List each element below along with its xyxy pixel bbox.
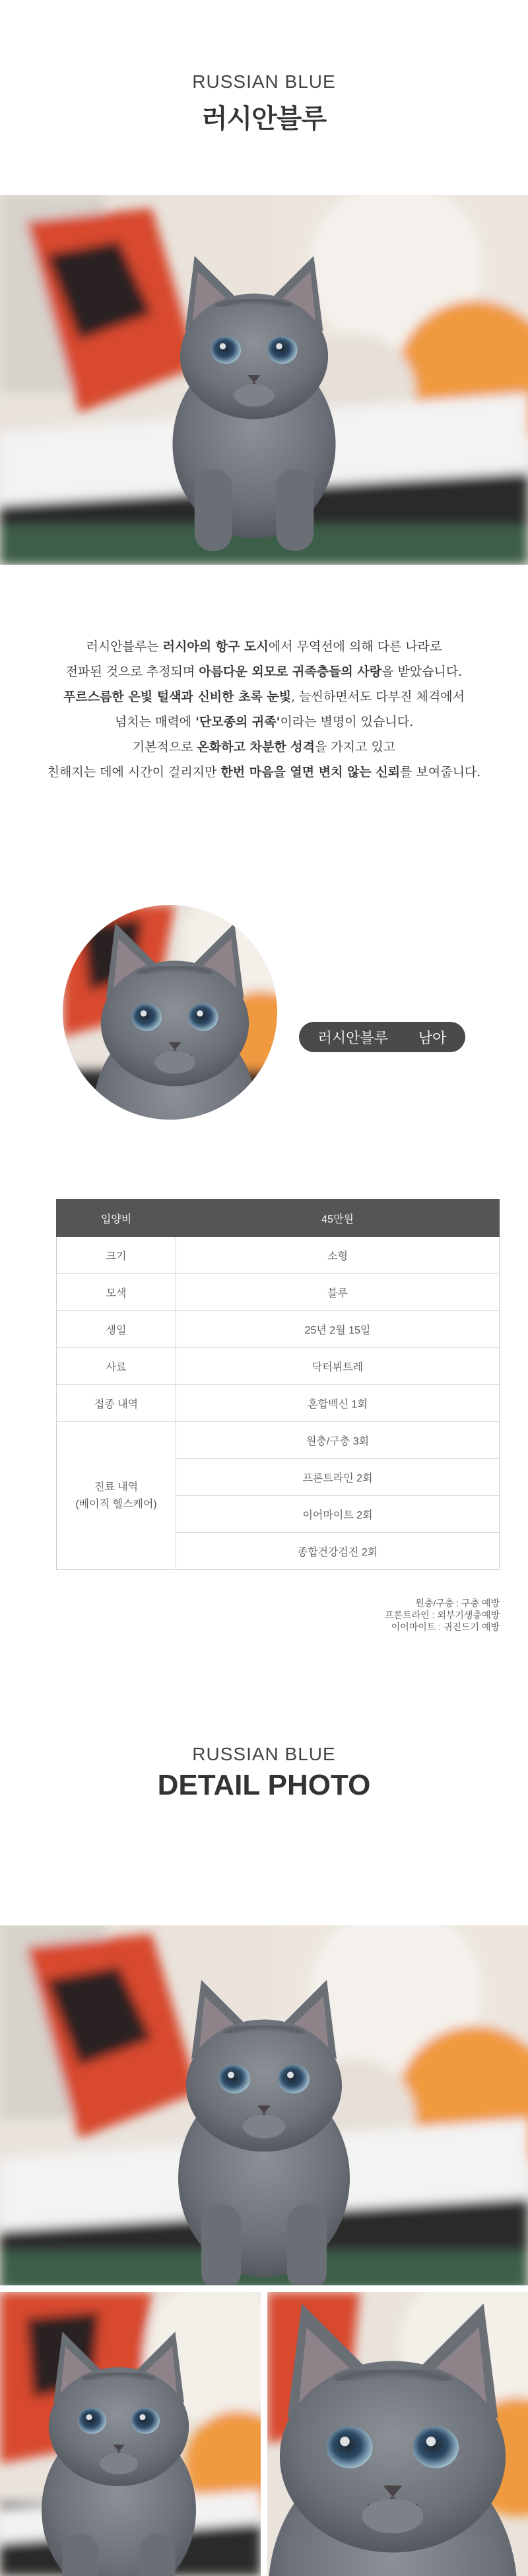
profile-breed: 러시안블루 [317, 1029, 388, 1046]
description-text: 기본적으로 [132, 740, 197, 754]
info-value: 혼합백신 1회 [176, 1385, 500, 1422]
care-row [57, 1422, 500, 1459]
info-label: 크기 [57, 1237, 176, 1274]
description-line [0, 684, 528, 709]
care-notes [236, 1597, 500, 1633]
description-text: 에서 무역선에 의해 다른 나라로 [268, 639, 442, 654]
breed-name-ko: 러시안블루 [201, 104, 327, 133]
description-highlight: 러시아의 항구 도시 [162, 639, 269, 654]
description-text: 를 보여줍니다. [400, 765, 481, 779]
description-line [0, 709, 528, 734]
description-text: 친해지는 데에 시간이 걸리지만 [47, 765, 221, 779]
info-row [57, 1311, 500, 1348]
care-note: 프론트라인 : 외부기생충예방 [385, 1610, 500, 1620]
care-label-sub: (베이직 헬스케어) [75, 1498, 157, 1510]
info-row [57, 1348, 500, 1385]
detail-breed-en: RUSSIAN BLUE [192, 1744, 336, 1764]
profile-sex: 남아 [418, 1029, 447, 1046]
price-row [57, 1199, 500, 1237]
description-highlight: 아름다운 외모로 귀족층들의 사랑 [199, 664, 382, 679]
description-highlight: 푸르스름한 은빛 털색과 신비한 초록 눈빛 [63, 690, 292, 704]
breed-description [0, 634, 528, 785]
breed-name-en: RUSSIAN BLUE [192, 71, 336, 92]
info-row [57, 1274, 500, 1311]
care-item: 이어마이트 2회 [176, 1496, 500, 1533]
description-text: 을 받았습니다. [381, 664, 463, 679]
detail-header [0, 1744, 528, 1802]
care-label-line: 진료 내역 [94, 1481, 139, 1493]
description-text: 넘치는 매력에 [114, 715, 196, 729]
care-label [57, 1422, 176, 1570]
info-row [57, 1237, 500, 1274]
detail-photo-left [0, 2292, 261, 2576]
description-line [0, 634, 528, 659]
care-item: 종합건강검진 2회 [176, 1533, 500, 1570]
info-label: 모색 [57, 1274, 176, 1311]
description-text: 전파된 것으로 추정되며 [65, 664, 199, 679]
detail-title: DETAIL PHOTO [157, 1769, 371, 1801]
info-value: 25년 2월 15일 [176, 1311, 500, 1348]
price-value: 45만원 [176, 1199, 500, 1237]
hero-kitten-photo [0, 195, 528, 565]
description-text: , 늘씬하면서도 다부진 체격에서 [291, 690, 465, 704]
info-value: 소형 [176, 1237, 500, 1274]
info-label: 사료 [57, 1348, 176, 1385]
info-label: 접종 내역 [57, 1385, 176, 1422]
info-row [57, 1385, 500, 1422]
description-highlight: 한번 마음을 열면 변치 않는 신뢰 [220, 765, 401, 779]
description-line [0, 760, 528, 785]
care-item: 원충/구충 3회 [176, 1422, 500, 1459]
description-line [0, 659, 528, 684]
detail-photo-main [0, 1925, 528, 2285]
description-highlight: 온화하고 차분한 성격 [197, 740, 315, 754]
price-label: 입양비 [57, 1199, 176, 1237]
breed-header [0, 71, 528, 135]
adoption-info-table [56, 1199, 500, 1570]
kitten-avatar [63, 905, 277, 1120]
detail-photo-right [267, 2292, 528, 2576]
profile-badge [299, 1022, 465, 1052]
info-value: 블루 [176, 1274, 500, 1311]
description-text: 러시안블루는 [86, 639, 163, 654]
description-text: 이라는 별명이 있습니다. [280, 715, 414, 729]
care-note: 이어마이트 : 귀진드기 예방 [391, 1622, 500, 1632]
description-text: 을 가지고 있고 [315, 740, 396, 754]
info-value: 닥터뷔트레 [176, 1348, 500, 1385]
info-label: 생일 [57, 1311, 176, 1348]
description-line [0, 734, 528, 760]
care-note: 원충/구충 : 구충 예방 [415, 1598, 500, 1608]
care-item: 프론트라인 2회 [176, 1459, 500, 1496]
description-highlight: '단모종의 귀족' [195, 715, 280, 729]
